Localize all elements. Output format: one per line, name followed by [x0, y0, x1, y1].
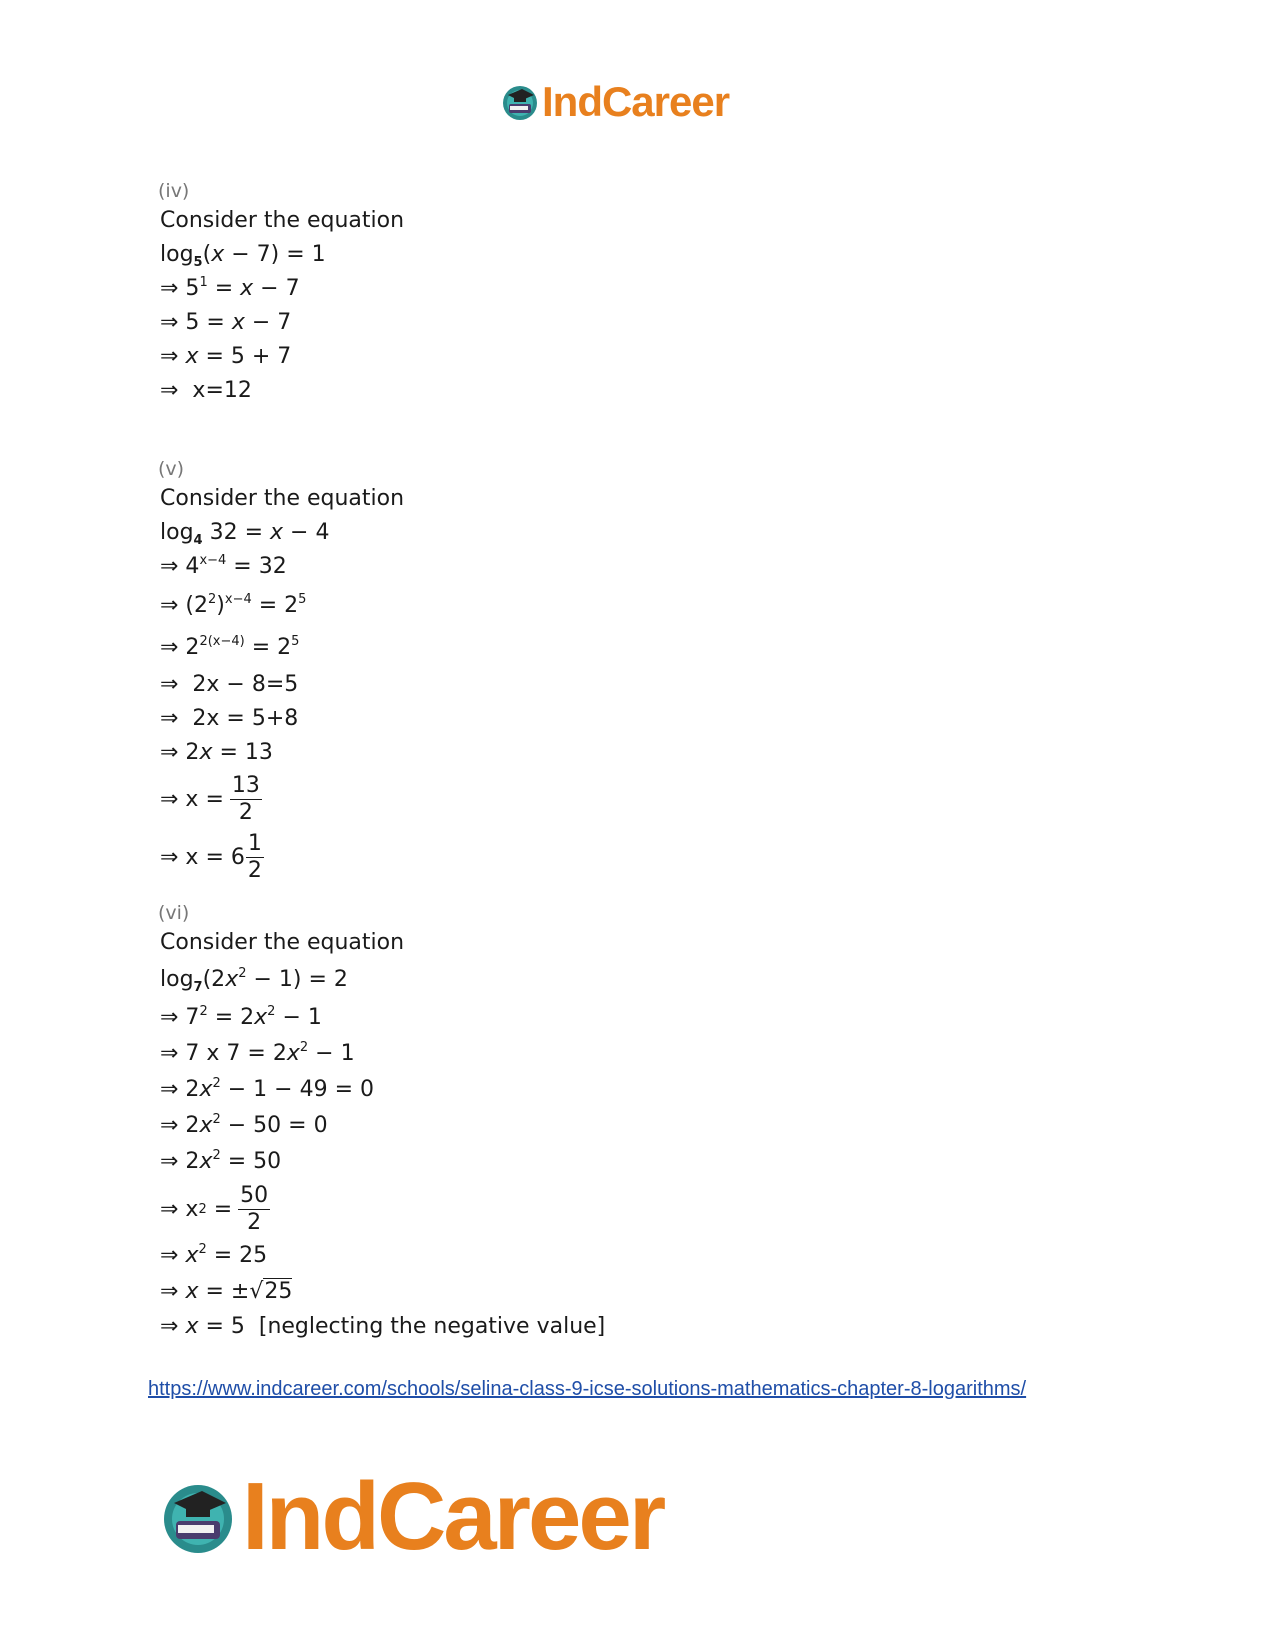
- intro-text: Consider the equation: [160, 930, 405, 955]
- intro-text: Consider the equation: [160, 208, 405, 233]
- equation-line: ⇒ $5^1 = x - 7$: [160, 275, 300, 301]
- equation-line: ⇒ $2x^2 = 50$: [160, 1148, 282, 1174]
- brand-logo-header: [500, 78, 729, 126]
- brand-name: IndCareer: [242, 1463, 664, 1570]
- solution-content: [160, 178, 1160, 1344]
- equation-line: ⇒ x=12: [160, 378, 252, 403]
- intro-text: Consider the equation: [160, 486, 405, 511]
- equation-line: ⇒ x = 5 [neglecting the negative value]: [160, 1314, 606, 1339]
- equation-line: $\log_5(x - 7) = 1$: [160, 242, 326, 270]
- equation-line: ⇒ $7^2 = 2x^2 - 1$: [160, 1004, 322, 1030]
- part-label: (v): [158, 458, 185, 480]
- part-label: (iv): [158, 180, 190, 202]
- brand-logo-footer: [158, 1462, 663, 1572]
- equation-line: ⇒ 2x − 8=5: [160, 672, 299, 697]
- equation-line: ⇒ 5 = x − 7: [160, 310, 292, 335]
- part-label: (vi): [158, 902, 190, 924]
- equation-line: ⇒ x = 6 $\frac{1}{2}$: [160, 830, 262, 883]
- equation-line: ⇒ $4^{x-4} = 32$: [160, 553, 287, 579]
- equation-line: ⇒ x = 5 + 7: [160, 344, 292, 369]
- equation-line: ⇒ 7 x $7 = 2x^2 - 1$: [160, 1040, 355, 1066]
- equation-line: ⇒ $(2^2)^{x-4} = 2^5$: [160, 592, 307, 618]
- equation-line: $\log_7(2x^2 - 1) = 2$: [160, 966, 348, 995]
- graduation-cap-book-globe-icon: [500, 82, 540, 122]
- equation-line: ⇒ $x^2 = 25$: [160, 1242, 268, 1268]
- equation-line: ⇒ 2x = 5+8: [160, 706, 299, 731]
- equation-line: $\log_4 32 = x - 4$: [160, 520, 330, 548]
- solution-part-v: [160, 456, 1160, 886]
- equation-line: ⇒ $2x^2 - 50 = 0$: [160, 1112, 328, 1138]
- brand-name: IndCareer: [542, 78, 730, 125]
- equation-line: ⇒ x = $\frac{13}{2}$: [160, 772, 260, 825]
- equation-line: ⇒ x = ±√25: [160, 1279, 293, 1304]
- solution-part-iv: [160, 178, 1160, 408]
- equation-line: ⇒ 2x = 13: [160, 740, 273, 765]
- solution-part-vi: [160, 900, 1160, 1344]
- equation-line: ⇒ $2^{2(x-4)} = 2^5$: [160, 634, 300, 660]
- equation-line: ⇒ $2x^2 - 1 - 49 = 0$: [160, 1076, 374, 1102]
- source-link[interactable]: https://www.indcareer.com/schools/selina-class-9-icse-solutions-mathematics-chapter-8-logarithms/: [148, 1378, 1027, 1400]
- equation-line: ⇒ x 2 = $\frac{50}{2}$: [160, 1182, 269, 1235]
- graduation-cap-book-globe-icon: [158, 1477, 238, 1557]
